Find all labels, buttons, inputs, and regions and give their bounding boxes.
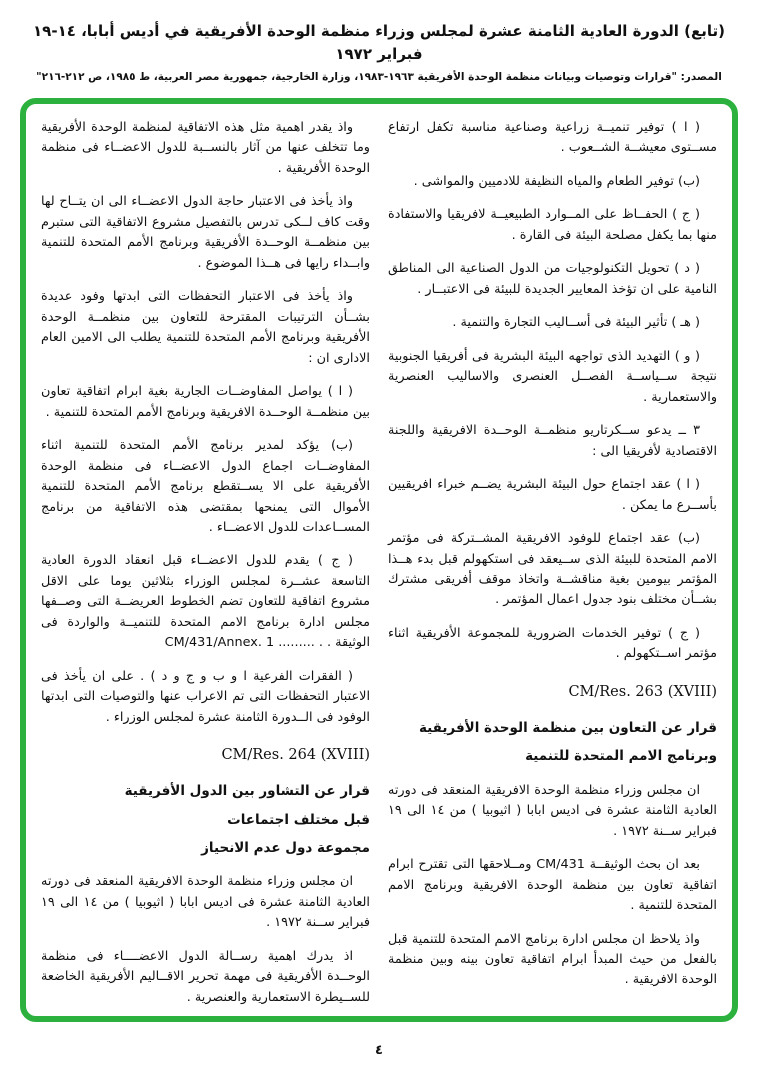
paragraph: واذ يقدر اهمية مثل هذه الاتفاقية لمنظمة الوحدة الأفريقية وما تتخلف عنها من آثار بالنســبة للدول الاعضــاء فى منظمة الوحدة الأفريقية . [41, 120, 370, 176]
paragraph: ( ا ) يواصل المفاوضــات الجارية بغية ابرام اتفاقية تعاون بين منظمــة الوحــدة الافريقية وبرنامج الأمم المتحدة للتنمية . [41, 384, 370, 420]
paragraph: (ب) توفير الطعام والمياه النظيفة للادميين والمواشى . [413, 173, 700, 189]
resolution-heading: قرار عن التعاون بين منظمة الوحدة الأفريقية وبرنامج الامم المتحدة للتنمية [418, 720, 717, 765]
column-right [388, 118, 717, 1006]
paragraph: ان مجلس وزراء منظمة الوحدة الافريقية المنعقد فى دورته العادية الثامنة عشرة فى اديس ابابا ( اثيوبيا ) من ١٤ الى ١٩ فبراير ســنة ١٩٧٢ . [388, 782, 717, 839]
paragraph: ( و ) التهديد الذى تواجهه البيئة البشرية فى أفريقيا الجنوبية نتيجة ســياســة الفصــل العنصرى والاساليب العنصرية والاستعمارية . [388, 348, 717, 405]
paragraph: ( ج ) توفير الخدمات الضرورية للمجموعة الأفريقية اثناء مؤتمر اســتكهولم . [388, 625, 717, 662]
paragraph: واذ يأخذ فى الاعتبار حاجة الدول الاعضــاء الى ان يتــاح لها وقت كاف لــكى تدرس بالتفصيل مشروع الاتفاقية التى ستبرم بين منظمــة الوحــدة الأفريقية وبرنامج الأمم المتحدة للتنمية وابــداء رايها فى هــذا الموضوع . [41, 194, 370, 271]
paragraph: اذ يدرك اهمية رســالة الدول الاعضــــاء فى منظمة الوحــدة الأفريقية فى مهمة تحرير الاقــاليم الأفريقية الخاضعة للســيطرة الاستعمارية والعنصرية . [41, 948, 370, 1005]
resolution-heading: قرار عن التشاور بين الدول الأفريقية قبل مختلف اجتماعات مجموعة دول عدم الانحياز [124, 783, 370, 857]
paragraph: ( هـ ) تأثير البيئة فى أســاليب التجارة والتنمية . [452, 315, 700, 331]
paragraph: بعد ان بحث الوثيقــة CM/431 ومــلاحقها التى تقترح ابرام اتفاقية تعاون بين منظمة الوحدة الافريقية وبرنامج الامم المتحدة للتنمية . [388, 857, 717, 914]
column-left [41, 118, 370, 1006]
paragraph: (ب) يؤكد لمدير برنامج الأمم المتحدة للتنمية اثناء المفاوضــات اجماع الدول الاعضــاء فى منظمة الوحدة الأفريقية على الا يســتقطع برنامج الأمم المتحدة للتنمية الأموال التى يمنحها بمقتضى هذه الاتفاقية من برنامج المســاعدات للدول الاعضــاء . [41, 438, 370, 535]
paragraph: ( ا ) عقد اجتماع حول البيئة البشرية يضــم خبراء افريقيين بأســرع ما يمكن . [388, 477, 717, 513]
page-header [0, 0, 758, 86]
paragraph: ( ا ) توفير تنميــة زراعية وصناعية مناسبة تكفل ارتفاع مســتوى معيشــة الشــعوب . [388, 120, 717, 156]
paragraph: ( د ) تحويل التكنولوجيات من الدول الصناعية الى المناطق النامية على ان تؤخذ المعايير الجديدة للبيئة فى الاعتبــار . [388, 261, 717, 297]
session-title: (تابع) الدورة العادية الثامنة عشرة لمجلس وزراء منظمة الوحدة الأفريقية في أديس أبابا، ١٤-١٩ فبراير ١٩٧٢ [33, 22, 725, 63]
document-frame [20, 98, 738, 1022]
paragraph: ان مجلس وزراء منظمة الوحدة الافريقية المنعقد فى دورته العادية الثامنة عشرة فى اديس ابابا ( اثيوبيا ) من ١٤ الى ١٩ فبراير ســنة ١٩٧٢ . [41, 874, 370, 931]
resolution-ref: CM/Res. 263 (XVIII) [568, 683, 717, 700]
paragraph: (ب) عقد اجتماع للوفود الافريقية المشــتركة فى مؤتمر الامم المتحدة للبيئة الذى ســيعقد فى استكهولم قبل بدء هــذا المؤتمر بيومين بغية مناقشــة واتخاذ موقف أفريقى مشترك بشــأن مختلف بنود جدول اعمال المؤتمر . [388, 531, 717, 608]
paragraph: ( الفقرات الفرعية ا و ب و ج و د ) . على ان يأخذ فى الاعتبار التحفظات التى تم الاعراب عنها والتوصيات التى ابدتها الوفود فى الــدورة الثامنة عشرة لمجلس الوزراء . [41, 668, 370, 725]
paragraph: ( ج ) يقدم للدول الاعضــاء قبل انعقاد الدورة العادية التاسعة عشــرة لمجلس الوزراء بثلاثين يوما على الاقل مشروع اتفاقية للتعاون تضم الخطوط العريضــة التى وصــفها مجلس ادارة برنامج الامم المتحدة للتنميــة والواردة فى الوثيقة . . ......... CM/431/Annex. 1 [41, 553, 370, 651]
page-number: ٤ [375, 1043, 383, 1058]
paragraph: ( ج ) الحفــاظ على المــوارد الطبيعيــة لافريقيا والاستفادة منها بما يكفل مصلحة البيئة فى القارة . [388, 207, 717, 243]
paragraph: واذ يلاحظ ان مجلس ادارة برنامج الامم المتحدة للتنمية قبل بالفعل من حيث المبدأ ابرام اتفاقية تعاون بينه وبين منظمة الوحدة الافريقية . [388, 931, 717, 988]
resolution-ref: CM/Res. 264 (XVIII) [221, 747, 370, 764]
paragraph: ٣ ــ يدعو ســكرتاريو منظمــة الوحــدة الافريقية واللجنة الاقتصادية لأفريقيا الى : [388, 423, 717, 459]
two-column-layout [41, 118, 717, 1006]
paragraph: واذ يأخذ فى الاعتبار التحفظات التى ابدتها وفود عديدة بشــأن الترتيبات المقترحة للتعاون بين منظمــة الوحدة الأفريقية وبرنامج الأمم المتحدة للتنمية يطلب الى الامين العام الادارى ان : [41, 289, 370, 366]
source-citation: المصدر: "قرارات وتوصيات وبيانات منظمة الوحدة الأفريقية ١٩٦٣-١٩٨٣، وزارة الخارجية، جمهورية مصر العربية، ط ١٩٨٥، ص ٢١٢-٢١٦" [36, 71, 722, 83]
